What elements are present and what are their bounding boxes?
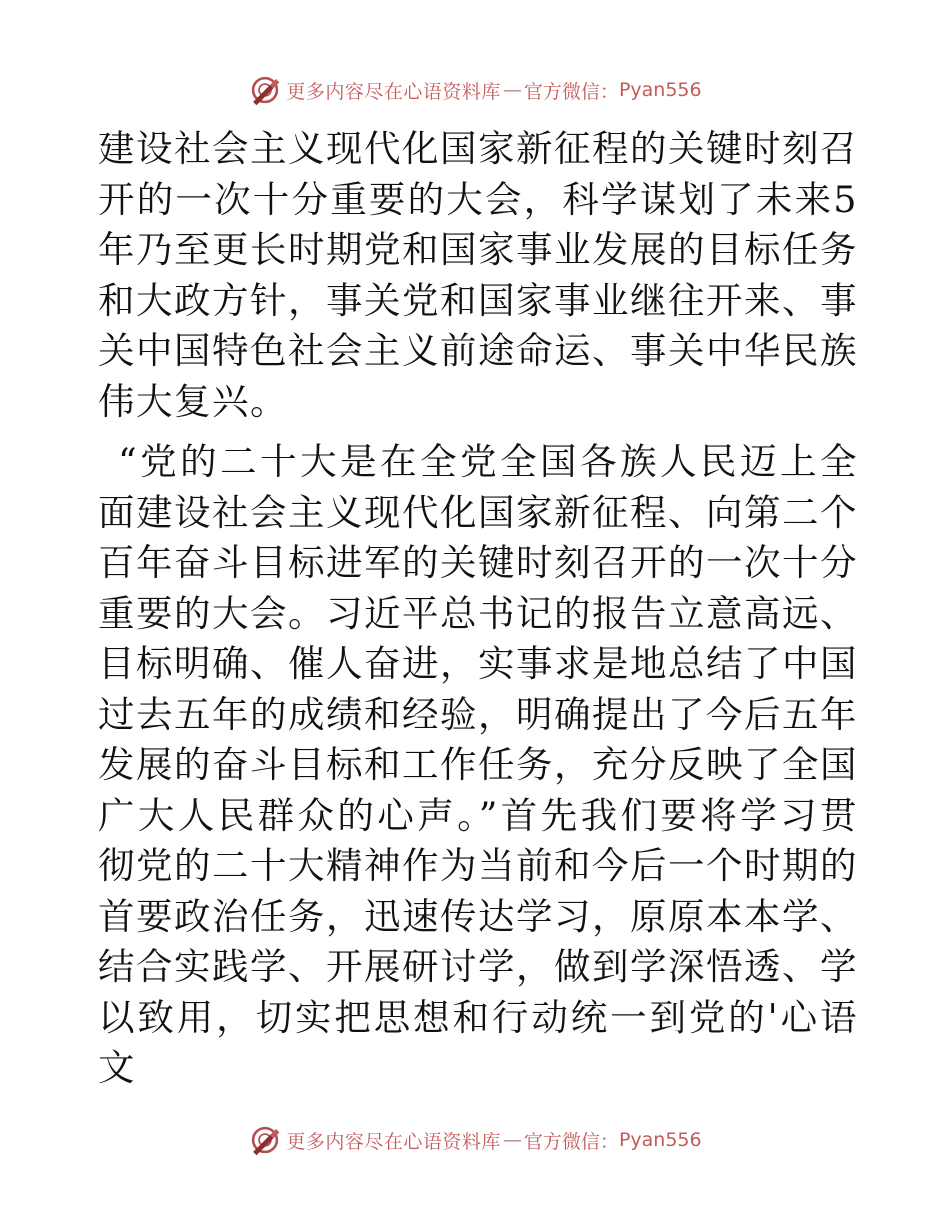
footer-contact-label: 官方微信： <box>523 1130 619 1153</box>
document-body <box>98 124 858 1094</box>
header-separator: — <box>502 79 522 101</box>
pen-logo-icon <box>248 1123 282 1157</box>
paragraph-1: 建设社会主义现代化国家新征程的关键时刻召开的一次十分重要的大会，科学谋划了未来5年乃至更长时期党和国家事业发展的目标任务和大政方针，事关党和国家事业继往开来、事关中国特色社会主义前途命运、事关中华民族伟大复兴。 <box>98 127 858 423</box>
pen-logo-icon <box>248 73 282 107</box>
paragraph-2: “党的二十大是在全党全国各族人民迈上全面建设社会主义现代化国家新征程、向第二个百年奋斗目标进军的关键时刻召开的一次十分重要的大会。习近平总书记的报告立意高远、目标明确、催人奋进，实事求是地总结了中国过去五年的成绩和经验，明确提出了今后五年发展的奋斗目标和工作任务，充分反映了全国广大人民群众的心声。”首先我们要将学习贯彻党的二十大精神作为当前和今后一个时期的首要政治任务，迅速传达学习，原原本本学、结合实践学、开展研讨学，做到学深悟透、学以致用，切实把思想和行动统一到党的'心语文 <box>98 440 858 1089</box>
header-banner <box>0 70 950 110</box>
header-contact-id: Pyan556 <box>618 79 702 101</box>
footer-separator: — <box>502 1129 522 1151</box>
footer-banner <box>0 1120 950 1160</box>
footer-contact-id: Pyan556 <box>618 1129 702 1151</box>
header-promo-text: 更多内容尽在心语资料库 <box>286 80 501 103</box>
header-contact-label: 官方微信： <box>523 80 619 103</box>
footer-promo-text: 更多内容尽在心语资料库 <box>286 1130 501 1153</box>
